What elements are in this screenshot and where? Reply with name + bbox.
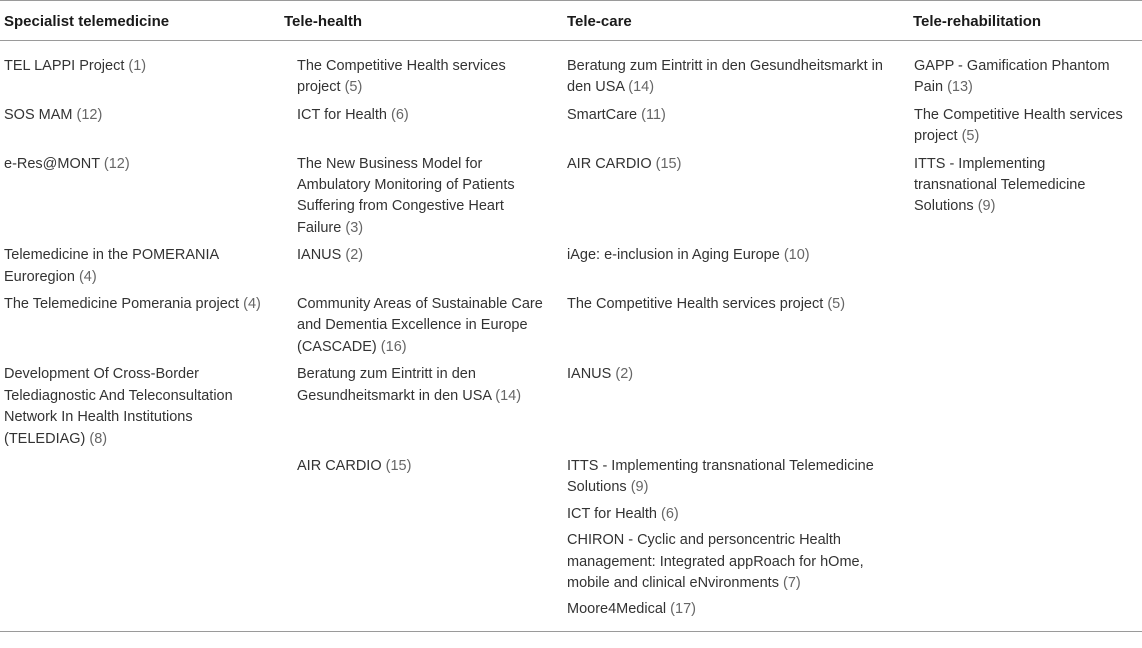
table-cell-specialist-telemedicine <box>0 453 280 631</box>
table-row <box>0 453 1142 631</box>
project-name: The Competitive Health services project <box>297 58 506 96</box>
project-reference: (3) <box>345 219 364 236</box>
project-reference: (15) <box>655 155 682 172</box>
project-entry <box>567 599 897 620</box>
table-row <box>0 291 1142 361</box>
table-cell-specialist-telemedicine <box>0 291 280 361</box>
project-entry <box>4 364 268 450</box>
table-cell-tele-care <box>563 361 909 453</box>
project-entry <box>4 294 268 315</box>
project-entry <box>567 294 897 315</box>
project-name: GAPP - Gamification Phantom Pain <box>914 58 1110 96</box>
project-entry <box>914 154 1130 218</box>
project-entry <box>567 56 897 99</box>
table-cell-tele-rehabilitation <box>909 291 1142 361</box>
project-reference: (6) <box>391 106 409 123</box>
project-entry <box>567 364 897 385</box>
table-body <box>0 41 1142 631</box>
table-row <box>0 361 1142 453</box>
project-entry <box>297 245 551 266</box>
table-row <box>0 102 1142 151</box>
table-cell-tele-health <box>280 361 563 453</box>
column-header-tele-rehabilitation: Tele-rehabilitation <box>909 1 1142 41</box>
project-name: TEL LAPPI Project <box>4 58 125 74</box>
project-reference: (6) <box>661 505 679 522</box>
project-reference: (1) <box>128 58 147 74</box>
table-cell-specialist-telemedicine <box>0 41 280 102</box>
table-row <box>0 242 1142 291</box>
project-name: Beratung zum Eintritt in den Gesundheitsmarkt in den USA <box>567 58 883 96</box>
column-header-tele-health: Tele-health <box>280 1 563 41</box>
table-cell-tele-care <box>563 291 909 361</box>
table-cell-tele-health <box>280 151 563 243</box>
project-name: The Competitive Health services project <box>567 296 824 313</box>
project-reference: (5) <box>827 296 846 313</box>
table-bottom-rule <box>0 631 1142 632</box>
project-entry <box>567 456 897 499</box>
project-name: The Competitive Health services project <box>914 106 1123 145</box>
project-name: ICT for Health <box>567 505 657 522</box>
table-cell-specialist-telemedicine <box>0 361 280 453</box>
table-cell-tele-rehabilitation <box>909 242 1142 291</box>
project-name: iAge: e-inclusion in Aging Europe <box>567 247 780 264</box>
project-name: The New Business Model for Ambulatory Monitoring of Patients Suffering from Congestive Heart Failure <box>297 155 515 236</box>
table-cell-tele-health <box>280 453 563 631</box>
table-cell-tele-health <box>280 102 563 151</box>
project-reference: (5) <box>344 79 363 96</box>
project-reference: (2) <box>345 247 364 264</box>
project-name: SmartCare <box>567 106 638 123</box>
project-entry <box>4 245 268 288</box>
project-reference: (9) <box>630 479 649 496</box>
project-name: SOS MAM <box>4 106 73 123</box>
project-name: ITTS - Implementing transnational Telemedicine Solutions <box>914 155 1086 215</box>
column-header-tele-care: Tele-care <box>563 1 909 41</box>
project-name: CHIRON - Cyclic and personcentric Health management: Integrated appRoach for hOme, mobile and clinical eNvironments <box>567 532 864 591</box>
project-entry <box>567 504 897 525</box>
project-entry <box>297 154 551 240</box>
project-reference: (17) <box>670 601 696 618</box>
table-cell-tele-rehabilitation <box>909 361 1142 453</box>
project-reference: (10) <box>783 247 810 264</box>
project-entry <box>4 154 268 175</box>
table-cell-tele-care <box>563 151 909 243</box>
project-reference: (11) <box>641 106 666 123</box>
project-reference: (16) <box>380 338 407 355</box>
table-cell-tele-health <box>280 242 563 291</box>
project-name: IANUS <box>567 366 612 383</box>
project-entry <box>914 56 1130 99</box>
project-reference: (4) <box>243 296 261 313</box>
table-cell-tele-rehabilitation <box>909 151 1142 243</box>
project-name: Moore4Medical <box>567 601 667 618</box>
column-header-specialist-telemedicine: Specialist telemedicine <box>0 1 280 41</box>
header-row <box>0 1 1142 41</box>
project-reference: (4) <box>78 268 97 285</box>
table-header <box>0 1 1142 41</box>
project-reference: (5) <box>961 128 980 145</box>
project-entry <box>297 294 551 358</box>
table-row <box>0 41 1142 102</box>
table-cell-tele-care <box>563 453 909 631</box>
project-name: e-Res@MONT <box>4 155 100 172</box>
project-name: Community Areas of Sustainable Care and Dementia Excellence in Europe (CASCADE) <box>297 296 543 355</box>
project-reference: (2) <box>615 366 634 383</box>
project-name: AIR CARDIO <box>297 457 382 474</box>
project-entry <box>567 245 897 266</box>
project-reference: (13) <box>947 79 973 96</box>
table-cell-tele-rehabilitation <box>909 41 1142 102</box>
project-name: IANUS <box>297 247 342 264</box>
table-cell-tele-rehabilitation <box>909 453 1142 631</box>
project-name: Beratung zum Eintritt in den Gesundheitsmarkt in den USA <box>297 366 492 404</box>
project-entry <box>297 56 551 99</box>
project-reference: (14) <box>495 387 522 404</box>
table-row <box>0 151 1142 243</box>
project-name: The Telemedicine Pomerania project <box>4 296 240 313</box>
project-entry <box>4 105 268 126</box>
project-entry <box>297 364 551 407</box>
project-name: ICT for Health <box>297 106 387 123</box>
table-cell-tele-care <box>563 242 909 291</box>
table-cell-tele-care <box>563 41 909 102</box>
table-cell-tele-health <box>280 41 563 102</box>
project-reference: (9) <box>977 198 996 215</box>
project-entry <box>297 105 551 126</box>
project-reference: (12) <box>103 155 130 172</box>
project-reference: (15) <box>385 457 412 474</box>
project-name: Development Of Cross-Border Telediagnostic And Teleconsultation Network In Health Institutions (TELEDIAG) <box>4 366 233 447</box>
table-cell-specialist-telemedicine <box>0 151 280 243</box>
project-name: ITTS - Implementing transnational Telemedicine Solutions <box>567 457 874 496</box>
project-entry <box>567 105 897 126</box>
table-cell-tele-care <box>563 102 909 151</box>
project-entry <box>4 56 268 77</box>
table-cell-specialist-telemedicine <box>0 242 280 291</box>
project-entry <box>567 530 897 594</box>
project-entry <box>914 105 1130 148</box>
project-reference: (8) <box>89 430 108 447</box>
project-name: AIR CARDIO <box>567 155 652 172</box>
project-entry <box>567 154 897 175</box>
table-cell-tele-health <box>280 291 563 361</box>
table-cell-tele-rehabilitation <box>909 102 1142 151</box>
table-cell-specialist-telemedicine <box>0 102 280 151</box>
project-entry <box>297 456 551 477</box>
project-reference: (7) <box>783 574 801 591</box>
project-reference: (14) <box>628 79 655 96</box>
project-reference: (12) <box>76 106 103 123</box>
project-name: Telemedicine in the POMERANIA Euroregion <box>4 247 219 285</box>
